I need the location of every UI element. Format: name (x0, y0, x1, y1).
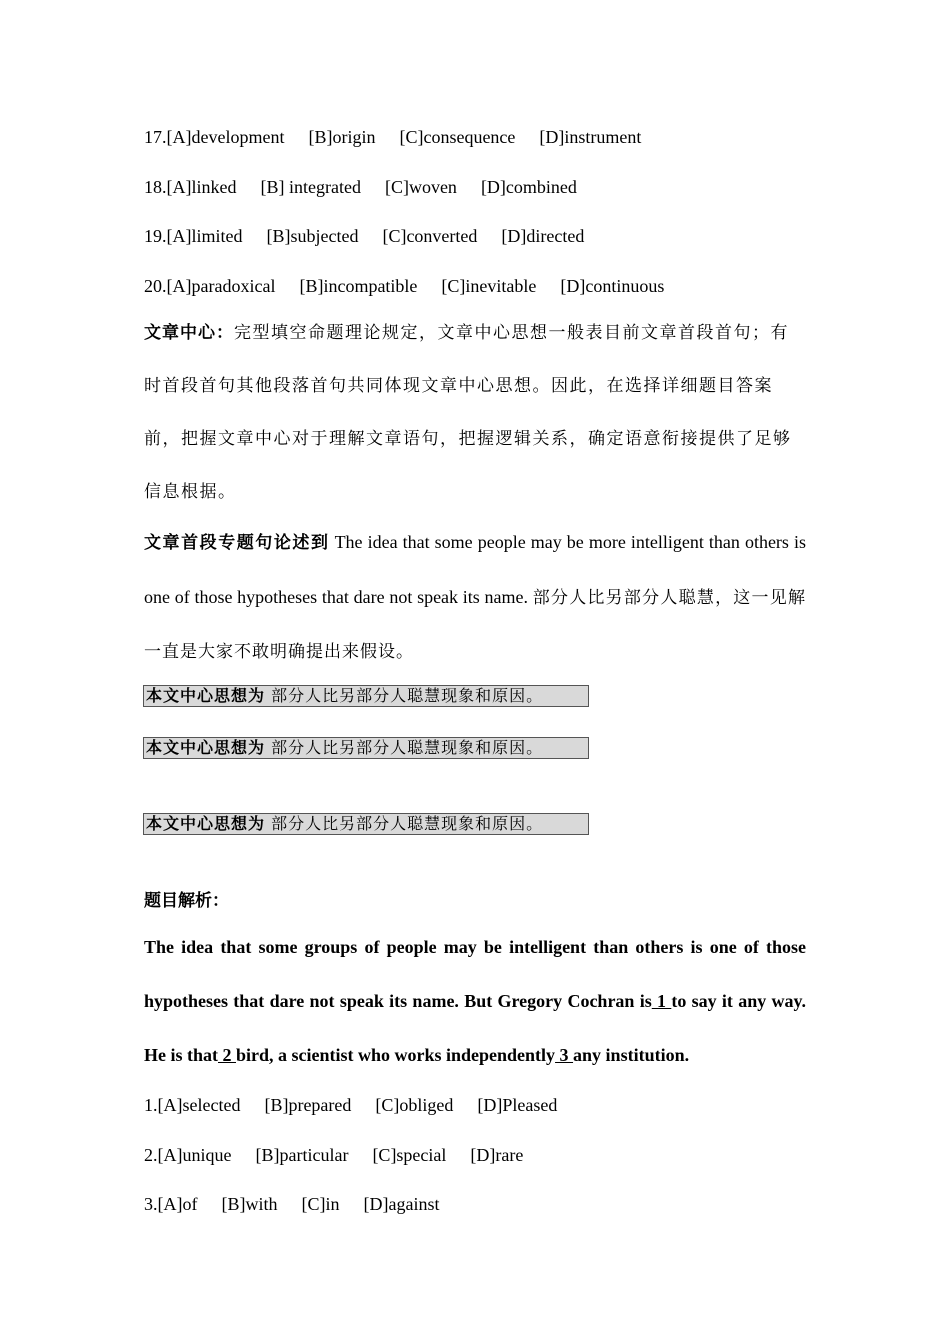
option-d: [D]combined (480, 177, 577, 197)
central-idea-label: 本文中心思想为 (146, 814, 266, 833)
option-d: [D]continuous (560, 276, 665, 296)
option-d: [D]instrument (539, 127, 642, 147)
passage-text: The idea that some groups of people may be intelligent than others is one of those hypotheses that dare not speak its name. But Gregory Cochran is (144, 937, 806, 1011)
option-c: [C]in (301, 1194, 340, 1214)
option-line-18 (144, 175, 577, 199)
central-idea-text: 部分人比另部分人聪慧现象和原因。 (265, 814, 544, 833)
analysis-passage (144, 920, 806, 1082)
topic-sentence-paragraph (144, 516, 806, 680)
option-b: [B]subjected (266, 226, 359, 246)
passage-text: to say it any way. He is that (144, 991, 806, 1065)
option-b: [B]origin (308, 127, 376, 147)
article-center-label: 文章中心： (144, 323, 234, 343)
option-line-1 (144, 1093, 557, 1117)
topic-sentence-label: 文章首段专题句论述到 (144, 533, 330, 553)
question-num-option-a: 20.[A]paradoxical (144, 276, 276, 296)
option-b: [B]particular (255, 1145, 349, 1165)
blank-2: 2 (218, 1045, 236, 1065)
central-idea-text: 部分人比另部分人聪慧现象和原因。 (265, 686, 544, 705)
topic-sentence-chinese: 部分人比另部分人聪慧，这一见解一直是大家不敢明确提出来假设。 (144, 587, 806, 662)
option-c: [C]special (372, 1145, 447, 1165)
option-b: [B]incompatible (299, 276, 418, 296)
question-num-option-a: 18.[A]linked (144, 177, 237, 197)
question-num-option-a: 1.[A]selected (144, 1095, 241, 1115)
blank-3: 3 (555, 1045, 574, 1065)
central-idea-box (143, 737, 589, 759)
question-num-option-a: 3.[A]of (144, 1194, 198, 1214)
option-line-19 (144, 224, 584, 248)
question-num-option-a: 19.[A]limited (144, 226, 243, 246)
article-center-text: 完型填空命题理论规定，文章中心思想一般表目前文章首段首句；有时首段首句其他段落首句共同体现文章中心思想。因此，在选择详细题目答案前，把握文章中心对于理解文章语句，把握逻辑关系，确定语意衔接提供了足够信息根据。 (144, 323, 792, 502)
central-idea-box (143, 685, 589, 707)
central-idea-label: 本文中心思想为 (146, 686, 266, 705)
option-c: [C]obliged (375, 1095, 454, 1115)
option-c: [C]inevitable (441, 276, 537, 296)
option-line-3 (144, 1192, 439, 1216)
central-idea-box (143, 813, 589, 835)
option-d: [D]Pleased (477, 1095, 558, 1115)
option-d: [D]directed (501, 226, 585, 246)
topic-sentence-english: The idea that some people may be more intelligent than others is one of those hypotheses that dare not speak its name. (144, 532, 806, 607)
passage-text: bird, a scientist who works independently (236, 1045, 556, 1065)
option-b: [B]prepared (264, 1095, 352, 1115)
option-d: [D]rare (470, 1145, 524, 1165)
option-b: [B]with (221, 1194, 278, 1214)
article-center-paragraph (144, 307, 806, 519)
option-b: [B] integrated (260, 177, 361, 197)
option-d: [D]against (363, 1194, 440, 1214)
option-c: [C]consequence (399, 127, 516, 147)
central-idea-label: 本文中心思想为 (146, 738, 266, 757)
blank-1: 1 (651, 991, 672, 1011)
question-num-option-a: 17.[A]development (144, 127, 285, 147)
analysis-heading: 题目解析： (144, 891, 229, 911)
option-c: [C]converted (382, 226, 478, 246)
central-idea-text: 部分人比另部分人聪慧现象和原因。 (265, 738, 544, 757)
option-line-17 (144, 125, 641, 149)
question-num-option-a: 2.[A]unique (144, 1145, 232, 1165)
option-line-2 (144, 1143, 523, 1167)
option-line-20 (144, 274, 664, 298)
option-c: [C]woven (384, 177, 457, 197)
passage-text: any institution. (573, 1045, 690, 1065)
